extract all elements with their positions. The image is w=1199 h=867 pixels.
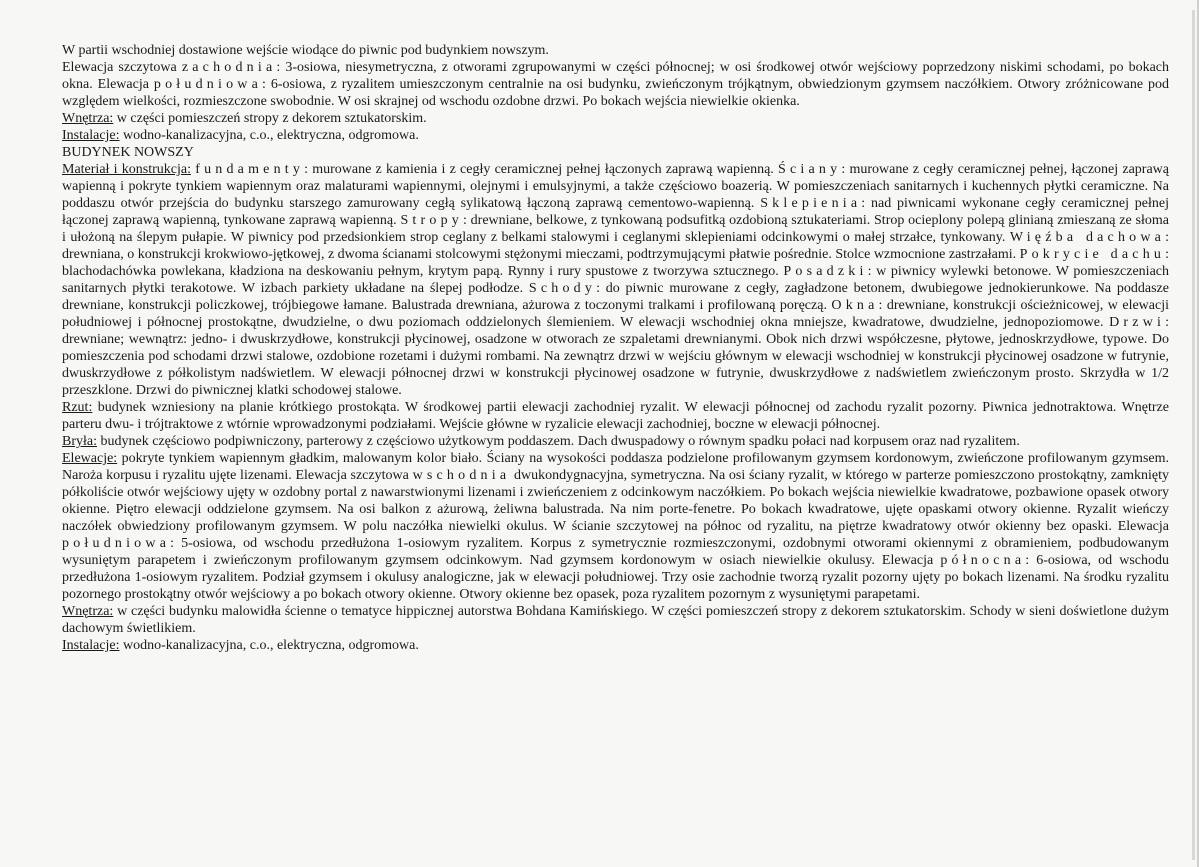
section-heading [62, 144, 1169, 161]
section-label: Instalacje: [62, 638, 120, 653]
text-run: : drewniane, konstrukcji ościeżnicowej, w elewacji południowej i północnej prostokątne, dwudzielne, o dwu poziomach oddzielonych ślemieniem. W elewacji wschodniej okna mniejsze, kwadratowe, dwudzielne, jednopoziomowe. [62, 298, 1169, 330]
spaced-term: Schody [528, 281, 597, 296]
spaced-term: zachodnia [181, 60, 277, 75]
spaced-term: Sklepienia [760, 196, 862, 211]
text-run: : drewniane, belkowe, z tynkowaną podsufitką ozdobioną sztukateriami. Strop ocieplony polepą glinianą zmieszaną ze słoma i ułożoną na ślepym pułapie. W piwnicy pod przedsionkiem strop ceglany z belkami stalowymi i ceglanymi sklepieniami odcinkowymi o małej strzałce, tynkowany. [62, 213, 1169, 245]
page-edge [1192, 10, 1195, 860]
text-run: : 3-osiowa, niesymetryczna, z otworami zgrupowanymi w części północnej; w osi środkowej otwór wejściowy poprzedzony niskimi schodami, po bokach okna. Elewacja [62, 60, 1170, 92]
paragraph [62, 161, 1169, 399]
text-run: budynek częściowo podpiwniczony, parterowy z częściowo użytkowym poddaszem. Dach dwuspadowy o równym spadku połaci nad korpusem oraz nad ryzalitem. [97, 434, 1020, 449]
spaced-term: Ściany [778, 162, 842, 177]
text-run: : 6-osiowa, z ryzalitem umieszczonym centralnie na osi budynku, zwieńczonym trójkątnym, obwiedzionym gzymsem naczółkiem. Otwory zróżnicowane pod względem wielkości, rozmieszczone swobodnie. W osi skrajnej od wschodu ozdobne drzwi. Po bokach wejścia niewielkie okienka. [62, 77, 1170, 109]
paragraph [62, 637, 1169, 654]
section-label: Bryła: [62, 434, 97, 449]
spaced-term: Drzwi [1109, 315, 1166, 330]
text-run: pokryte tynkiem wapiennym gładkim, malowanym kolor biało. Ściany na wysokości poddasza podzielone profilowanym gzymsem kordonowym, zwieńczone profilowanym gzymsem. Naroża korpusu i ryzalitu ujęte lizenami. Elewacja szczytowa [62, 451, 1169, 483]
section-label: Rzut: [62, 400, 93, 415]
spaced-term: Pokrycie dachu [1019, 247, 1166, 262]
section-label: Wnętrza: [62, 604, 114, 619]
text-run: : nad piwnicami wykonane cegły ceramicznej pełnej łączonej zaprawą wapienną, tynkowane zaprawą wapienną. [62, 196, 1169, 228]
text-run: BUDYNEK NOWSZY [62, 145, 194, 160]
paragraph [62, 399, 1169, 433]
spaced-term: Posadzki [783, 264, 868, 279]
spaced-term: fundamenty [195, 162, 305, 177]
text-run: budynek wzniesiony na planie krótkiego prostokąta. W środkowej partii elewacji zachodniej ryzalit. W elewacji północnej od zachodu ryzalit pozorny. Piwnica jednotraktowa. Wnętrze parteru dwu- i trójtraktowe z wtórnie wprowadzonymi podziałami. Wejście główne w ryzalicie elewacji zachodniej, boczne w elewacji północnej. [62, 400, 1169, 432]
text-run: W partii wschodniej dostawione wejście wiodące do piwnic pod budynkiem nowszym. [62, 43, 549, 58]
text-run: w części budynku malowidła ścienne o tematyce hippicznej autorstwa Bohdana Kamińskiego. W części pomieszczeń stropy z dekorem sztukatorskim. Schody w sieni doświetlone dużym dachowym świetlikiem. [62, 604, 1169, 636]
text-run: : drewniane; wewnątrz: jedno- i dwuskrzydłowe, konstrukcji płycinowej, osadzone w otworach ze szpaletami drewnianymi. Obok nich drzwi współczesne, płytowe, jednoskrzydłowe, typowe. Do pomieszczenia pod schodami drzwi stalowe, ozdobione rozetami i dużymi rombami. Na zewnątrz drzwi w wejściu głównym w elewacji wschodniej w konstrukcji płycinowej osadzone w futrynie, dwuskrzydłowe z półkolistym nadświetlem. W elewacji północnej drzwi w konstrukcji płycinowej osadzone w futrynie, dwuskrzydłowe z nadświetlem zwieńczonym prosto. Skrzydła w 1/2 przeszklone. Drzwi do piwnicznej klatki schodowej stalowe. [62, 315, 1169, 398]
paragraph [62, 110, 1169, 127]
text-run: : do piwnic murowane z cegły, zagładzone betonem, dwubiegowe jednokierunkowe. Na poddasze drewniane, konstrukcji policzkowej, trójbiegowe łamane. Balustrada drewniana, ażurowa z toczonymi tralkami i profilowaną poręczą. [62, 281, 1169, 313]
spaced-term: Okna [831, 298, 879, 313]
section-label: Wnętrza: [62, 111, 114, 126]
text-run: wodno-kanalizacyjna, c.o., elektryczna, odgromowa. [119, 638, 419, 653]
spaced-term: wschodnia [412, 468, 511, 483]
spaced-term: południowa [62, 536, 171, 551]
text-run: : drewniana, o konstrukcji krokwiowo-jętkowej, z dwoma ścianami stolcowymi stężonymi mieczami, podtrzymującymi płatwie pośrednie. Stolce wzmocnione zastrzałami. [62, 230, 1169, 262]
text-run: : 6-osiowa, od wschodu przedłużona 1-osiowym ryzalitem. Podział gzymsem i okulusy analogiczne, jak w elewacji południowej. Trzy osie zachodnie tworzą ryzalit pozorny ujęty po bokach lizenami. Na środku ryzalitu pozornego prostokątny otwór wejściowy a po bokach otwory okienne. Otwory okienne bez opasek, poza ryzalitem pozornym z wysuniętymi parapetami. [62, 553, 1169, 602]
paragraph [62, 127, 1169, 144]
text-run: : murowane z kamienia i z cegły ceramicznej pełnej łączonych zaprawą wapienną. [304, 162, 779, 177]
spaced-term: północna [940, 553, 1026, 568]
text-run: : murowane z cegły ceramicznej pełnej, łączonej zaprawą wapienną i pokryte tynkiem wapiennym oraz malaturami wapiennymi, olejnymi i emulsyjnymi, a także częściowo boazerią. W pomieszczeniach sanitarnych i kuchennych płytki ceramiczne. Na poddaszu otwór przejścia do budynku starszego zamurowany cegłą sylikatową łączoną zaprawą cementowo-wapienną. [62, 162, 1169, 211]
text-run: dwukondygnacyjna, symetryczna. Na osi ściany ryzalit, w którego w parterze pomieszczono prostokątny, zamknięty półkoliście otwór wejściowy ujęty w ozdobny portal z nawarstwionymi lizenami i zwieńczeniem z odcinkowym naczółkiem. Po bokach wejścia niewielkie kwadratowe, pozbawione opasek otwory okienne. Piętro elewacji oddzielone gzymsem. Na osi balkon z ażurową, żeliwna balustrada. Na nim porte-fenetre. Po bokach kwadratowe, ujęte opaskami otwory okienne. Ryzalit wieńczy naczółek obwiedziony profilowanym gzymsem. W polu naczółka niewielki okulus. W ścianie szczytowej na północ od ryzalitu, na piętrze kwadratowy otwór okienny bez opaski. Elewacja [62, 468, 1170, 534]
text-run: : blachodachówka powlekana, kładziona na deskowaniu pełnym, krytym papą. Rynny i rury spustowe z tworzywa sztucznego. [62, 247, 1169, 279]
paragraph [62, 59, 1169, 110]
paragraph [62, 42, 1169, 59]
paragraph [62, 433, 1169, 450]
text-run: : w piwnicy wylewki betonowe. W pomieszczeniach sanitarnych płytki terakotowe. W izbach parkiety układane na ślepej podłodze. [62, 264, 1169, 296]
spaced-term: Stropy [400, 213, 463, 228]
text-run: w części pomieszczeń stropy z dekorem sztukatorskim. [113, 111, 427, 126]
text-run: wodno-kanalizacyjna, c.o., elektryczna, odgromowa. [119, 128, 419, 143]
spaced-term: Więźba dachowa [1009, 230, 1166, 245]
document-body [62, 42, 1169, 654]
section-label: Instalacje: [62, 128, 120, 143]
section-label: Materiał i konstrukcja: [62, 162, 191, 177]
section-label: Elewacje: [62, 451, 118, 466]
paragraph [62, 603, 1169, 637]
spaced-term: południowa [153, 77, 262, 92]
paragraph [62, 450, 1169, 603]
text-run: : 5-osiowa, od wschodu przedłużona 1-osiowym ryzalitem. Korpus z symetrycznie rozmieszczonymi, ozdobnymi otworami okiennymi z obramieniem, podbudowanym wysuniętym parapetem i zwieńczonym profilowanym gzymsem odcinkowym. Nad gzymsem kordonowym w osiach niewielkie okulusy. Elewacja [62, 536, 1169, 568]
text-run: Elewacja szczytowa [62, 60, 182, 75]
